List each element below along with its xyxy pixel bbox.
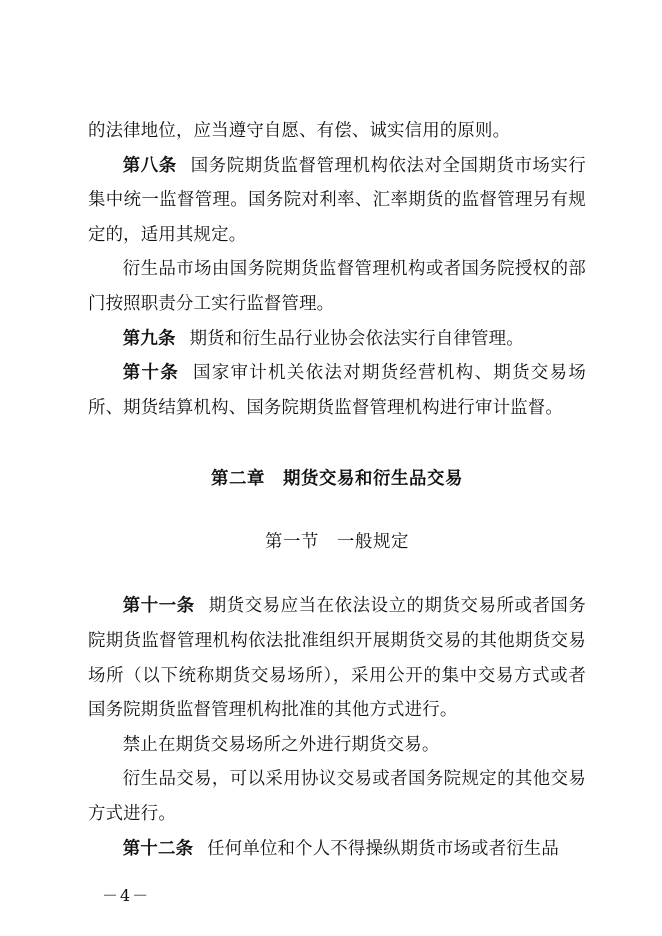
article-11-paragraph xyxy=(88,589,586,727)
paragraph-text: 禁止在期货交易场所之外进行期货交易。 xyxy=(122,734,440,755)
paragraph-text: 任何单位和个人不得操纵期货市场或者衍生品 xyxy=(207,838,559,859)
article-9-paragraph xyxy=(88,322,586,357)
article-number: 第十二条 xyxy=(122,838,194,859)
article-number: 第九条 xyxy=(122,328,176,349)
paragraphs-after-section xyxy=(88,589,586,866)
chapter-heading xyxy=(88,465,586,493)
section-title: 一般规定 xyxy=(337,532,409,553)
paragraph-text: 国家审计机关依法对期货经营机构、期货交易场所、期货结算机构、国务院期货监督管理机构进行审计监督。 xyxy=(88,363,586,418)
paragraph-text: 衍生品交易，可以采用协议交易或者国务院规定的其他交易方式进行。 xyxy=(88,769,586,824)
paragraph-text: 衍生品市场由国务院期货监督管理机构或者国务院授权的部门按照职责分工实行监督管理。 xyxy=(88,259,586,314)
document-body xyxy=(88,114,586,866)
article-number: 第八条 xyxy=(122,155,177,176)
off-exchange-prohibition-paragraph xyxy=(88,728,586,763)
chapter-number: 第二章 xyxy=(211,469,266,490)
section-number: 第一节 xyxy=(265,532,319,553)
paragraph-text: 期货和衍生品行业协会依法实行自律管理。 xyxy=(189,328,524,349)
section-heading xyxy=(88,527,586,557)
paragraph-text: 的法律地位，应当遵守自愿、有偿、诚实信用的原则。 xyxy=(88,121,511,141)
paragraphs-before-chapter xyxy=(88,114,586,425)
derivatives-trading-paragraph xyxy=(88,762,586,831)
article-12-paragraph xyxy=(88,832,586,867)
paragraph-principles-continued xyxy=(88,114,586,149)
derivatives-supervision-paragraph xyxy=(88,252,586,321)
paragraph-text: 期货交易应当在依法设立的期货交易所或者国务院期货监督管理机构依法批准组织开展期货交易的其他期货交易场所（以下统称期货交易场所），采用公开的集中交易方式或者国务院期货监督管理机构批准的其他方式进行。 xyxy=(88,596,586,721)
paragraph-text: 国务院期货监督管理机构依法对全国期货市场实行集中统一监督管理。国务院对利率、汇率期货的监督管理另有规定的，适用其规定。 xyxy=(88,155,586,245)
article-8-paragraph xyxy=(88,149,586,253)
chapter-title: 期货交易和衍生品交易 xyxy=(283,469,463,490)
article-number: 第十条 xyxy=(122,363,180,384)
article-number: 第十一条 xyxy=(122,596,195,617)
article-10-paragraph xyxy=(88,356,586,425)
page-number: －4－ xyxy=(102,886,151,905)
